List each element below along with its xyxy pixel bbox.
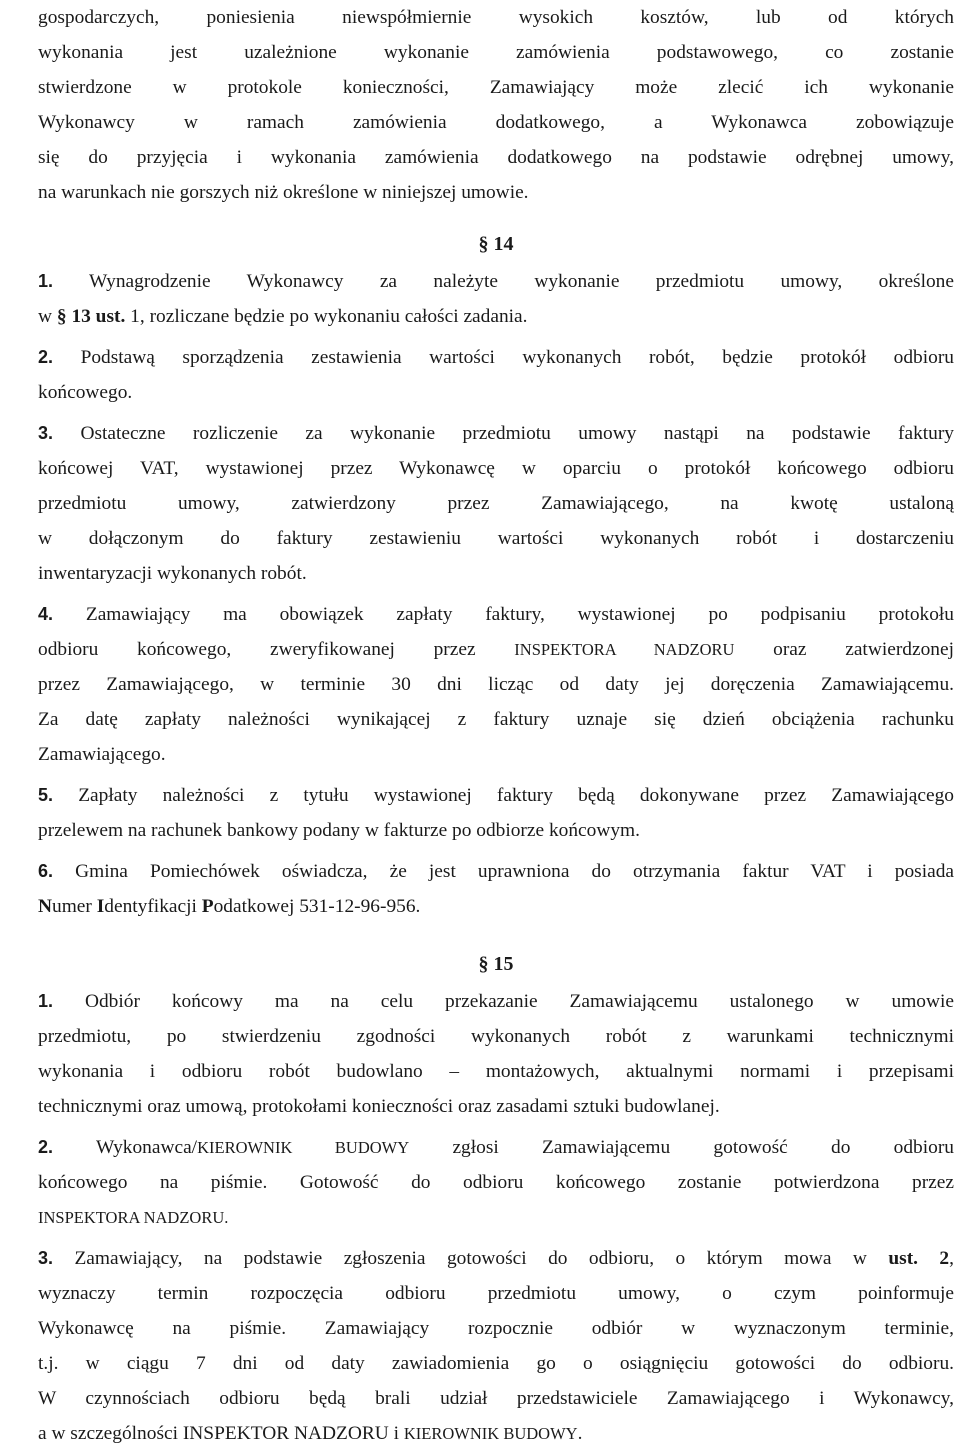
text-line: Numer Identyfikacji Podatkowej 531-12-96-956.	[38, 896, 421, 917]
text-line: wyznaczy termin rozpoczęcia odbioru przedmiotu umowy, o czym poinformuje	[38, 1283, 954, 1304]
text-line: na warunkach nie gorszych niż określone w niniejszej umowie.	[38, 182, 529, 203]
text-line: wykonania i odbioru robót budowlano – montażowych, aktualnymi normami i przepisami	[38, 1061, 954, 1082]
item-number: 2.	[38, 1137, 54, 1157]
text-line: gospodarczych, poniesienia niewspółmiernie wysokich kosztów, lub od których	[38, 7, 954, 28]
text-line: 6. Gmina Pomiechówek oświadcza, że jest uprawniona do otrzymania faktur VAT i posiada	[38, 861, 954, 882]
item-number: 6.	[38, 861, 54, 881]
text-line: przedmiotu, po stwierdzeniu zgodności wykonanych robót z warunkami technicznymi	[38, 1026, 954, 1047]
role-name: INSPEKTORA NADZORU	[514, 640, 735, 659]
paragraph-14-3	[38, 416, 954, 591]
text-line: się do przyjęcia i wykonania zamówienia dodatkowego na podstawie odrębnej umowy,	[38, 147, 954, 168]
text-line: 2. Podstawą sporządzenia zestawienia wartości wykonanych robót, będzie protokół odbioru	[38, 347, 954, 368]
text-line: Za datę zapłaty należności wynikającej z faktury uznaje się dzień obciążenia rachunku	[38, 709, 954, 730]
text-line: końcowego.	[38, 382, 133, 403]
text-line: W czynnościach odbioru będą brali udział przedstawiciele Zamawiającego i Wykonawcy,	[38, 1388, 954, 1409]
text-line: t.j. w ciągu 7 dni od daty zawiadomienia go o osiągnięciu gotowości do odbioru.	[38, 1353, 954, 1374]
section-sign: §	[478, 233, 489, 255]
text-line: odbioru końcowego, zweryfikowanej przez INSPEKTORA NADZORU oraz zatwierdzonej	[38, 639, 954, 660]
text-line	[38, 1200, 954, 1235]
text-line: 5. Zapłaty należności z tytułu wystawionej faktury będą dokonywane przez Zamawiającego	[38, 785, 954, 806]
item-number: 1.	[38, 271, 54, 291]
section-number: 15	[493, 953, 514, 975]
paragraph-14-6	[38, 854, 954, 924]
text-line: 1. Wynagrodzenie Wykonawcy za należyte wykonanie przedmiotu umowy, określone	[38, 271, 954, 292]
paragraph-14-4	[38, 597, 954, 772]
section-heading-15	[38, 944, 954, 984]
role-name: INSPEKTORA NADZORU.	[38, 1208, 229, 1227]
text-line: technicznymi oraz umową, protokołami konieczności oraz zasadami sztuki budowlanej.	[38, 1096, 720, 1117]
paragraph-15-3	[38, 1241, 954, 1451]
item-number: 1.	[38, 991, 54, 1011]
section-reference: 13 ust.	[71, 306, 126, 327]
role-name: KIEROWNIK BUDOWY	[197, 1138, 410, 1157]
item-number: 4.	[38, 604, 54, 624]
text-line: 3. Ostateczne rozliczenie za wykonanie przedmiotu umowy nastąpi na podstawie faktury	[38, 423, 954, 444]
text-line: a w szczególności INSPEKTOR NADZORU i KIEROWNIK BUDOWY.	[38, 1423, 583, 1444]
section-number: 14	[493, 233, 514, 255]
role-name: KIEROWNIK BUDOWY	[403, 1424, 578, 1443]
intro-paragraph	[38, 0, 954, 210]
text-line: stwierdzone w protokole konieczności, Zamawiający może zlecić ich wykonanie	[38, 77, 954, 98]
text-line: w § 13 ust. 1, rozliczane będzie po wykonaniu całości zadania.	[38, 306, 528, 327]
paragraph-15-1	[38, 984, 954, 1124]
text-line: wykonania jest uzależnione wykonanie zamówienia podstawowego, co zostanie	[38, 42, 954, 63]
text-line: przedmiotu umowy, zatwierdzony przez Zamawiającego, na kwotę ustaloną	[38, 493, 954, 514]
paragraph-14-5	[38, 778, 954, 848]
text-line: Wykonawcy w ramach zamówienia dodatkowego, a Wykonawca zobowiązuje	[38, 112, 954, 133]
item-number: 3.	[38, 423, 54, 443]
text-line: końcowej VAT, wystawionej przez Wykonawcę w oparciu o protokół końcowego odbioru	[38, 458, 954, 479]
text-line: Wykonawcę na piśmie. Zamawiający rozpocznie odbiór w wyznaczonym terminie,	[38, 1318, 954, 1339]
text-line: przelewem na rachunek bankowy podany w fakturze po odbiorze końcowym.	[38, 820, 640, 841]
text-line: końcowego na piśmie. Gotowość do odbioru końcowego zostanie potwierdzona przez	[38, 1172, 954, 1193]
section-reference: ust. 2	[888, 1248, 950, 1269]
paragraph-15-2	[38, 1130, 954, 1235]
item-number: 2.	[38, 347, 54, 367]
text-line: Zamawiającego.	[38, 744, 166, 765]
text-line: w dołączonym do faktury zestawieniu wartości wykonanych robót i dostarczeniu	[38, 528, 954, 549]
text-line: 4. Zamawiający ma obowiązek zapłaty faktury, wystawionej po podpisaniu protokołu	[38, 604, 954, 625]
paragraph-14-2	[38, 340, 954, 410]
text-line: 2. Wykonawca/KIEROWNIK BUDOWY zgłosi Zamawiającemu gotowość do odbioru	[38, 1137, 954, 1158]
section-sign: §	[478, 953, 489, 975]
text-line: inwentaryzacji wykonanych robót.	[38, 563, 307, 584]
text-line: 1. Odbiór końcowy ma na celu przekazanie Zamawiającemu ustalonego w umowie	[38, 991, 954, 1012]
section-sign: §	[56, 306, 67, 327]
item-number: 3.	[38, 1248, 54, 1268]
item-number: 5.	[38, 785, 54, 805]
text-line: 3. Zamawiający, na podstawie zgłoszenia gotowości do odbioru, o którym mowa w ust. 2,	[38, 1248, 954, 1269]
paragraph-14-1	[38, 264, 954, 334]
text-line: przez Zamawiającego, w terminie 30 dni licząc od daty jej doręczenia Zamawiającemu.	[38, 674, 954, 695]
section-heading-14	[38, 224, 954, 264]
